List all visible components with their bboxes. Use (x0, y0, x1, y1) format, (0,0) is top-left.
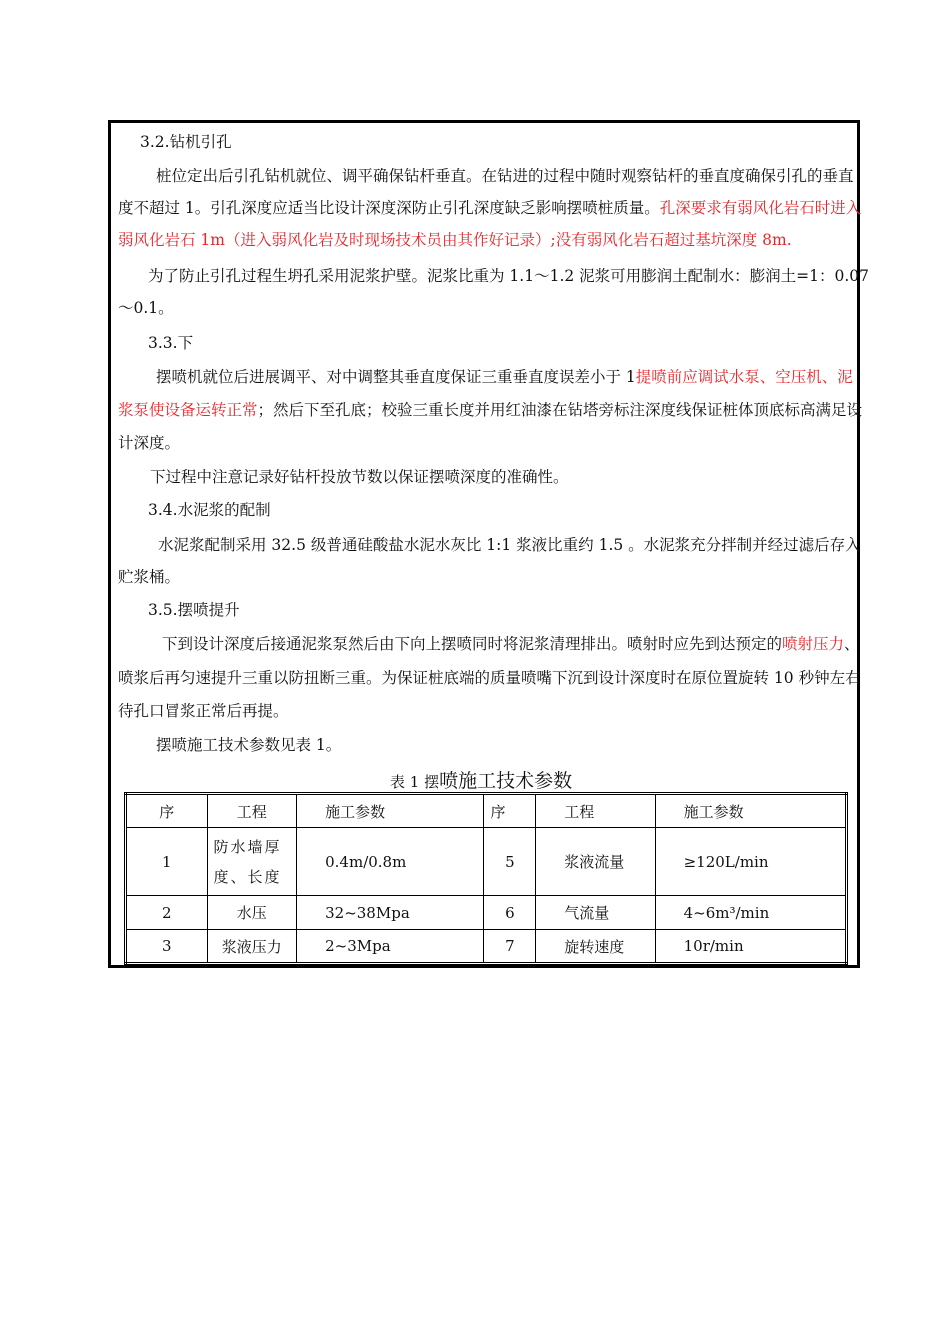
paragraph-line: 贮浆桶。 (118, 568, 181, 586)
table-cell: 防水墙厚度、长度 (207, 828, 297, 896)
paragraph-line: 待孔口冒浆正常后再提。 (118, 702, 289, 720)
table-cell: 2 (126, 896, 208, 930)
paragraph-line: 计深度。 (118, 434, 181, 452)
table-cell: 旋转速度 (536, 930, 655, 964)
paragraph-line: 水泥浆配制采用 32.5 级普通硅酸盐水泥水灰比 1:1 浆液比重约 1.5 。水泥浆充分拌制并经过滤后存入 (158, 536, 861, 554)
parameters-table (124, 792, 848, 965)
table-cell: 3 (126, 930, 208, 964)
table-row (126, 896, 847, 930)
paragraph-line: 弱风化岩石 1m（进入弱风化岩及时现场技术员由其作好记录）;没有弱风化岩石超过基坑深度 8m. (118, 231, 792, 249)
paragraph-line: 摆喷施工技术参数见表 1。 (156, 736, 342, 754)
heading-3-5: 3.5.摆喷提升 (148, 601, 240, 619)
heading-3-2: 3.2.钻机引孔 (140, 133, 232, 151)
table-row (126, 828, 847, 896)
table-header-cell: 工程 (207, 794, 297, 828)
table-cell: 1 (126, 828, 208, 896)
heading-3-3: 3.3.下 (148, 334, 194, 352)
table-cell: 4~6m³/min (655, 896, 846, 930)
table-caption: 表 1 摆喷施工技术参数 (390, 770, 573, 792)
table-cell: 5 (484, 828, 536, 896)
paragraph-line: 下过程中注意记录好钻杆投放节数以保证摆喷深度的准确性。 (150, 468, 569, 486)
table-cell: 10r/min (655, 930, 846, 964)
table-header-cell: 工程 (536, 794, 655, 828)
table-cell: 气流量 (536, 896, 655, 930)
paragraph-line: 桩位定出后引孔钻机就位、调平确保钻杆垂直。在钻进的过程中随时观察钻杆的垂直度确保引孔的垂直 (156, 167, 854, 185)
paragraph-line: 浆泵使设备运转正常；然后下至孔底；校验三重长度并用红油漆在钻塔旁标注深度线保证桩体顶底标高满足设 (118, 401, 863, 419)
table-header-cell: 序 (126, 794, 208, 828)
table-cell: 水压 (207, 896, 297, 930)
table-cell: 2~3Mpa (297, 930, 484, 964)
table-cell: 0.4m/0.8m (297, 828, 484, 896)
paragraph-line: 度不超过 1。引孔深度应适当比设计深度深防止引孔深度缺乏影响摆喷桩质量。孔深要求有弱风化岩石时进入 (118, 199, 862, 217)
table-header-cell: 序 (484, 794, 536, 828)
table-cell: 32~38Mpa (297, 896, 484, 930)
paragraph-line: 为了防止引孔过程生坍孔采用泥浆护壁。泥浆比重为 1.1～1.2 泥浆可用膨润土配制水：膨润土=1：0.07 (148, 267, 870, 285)
table-cell: 6 (484, 896, 536, 930)
table-header-cell: 施工参数 (655, 794, 846, 828)
table-cell: 7 (484, 930, 536, 964)
table-header-row (126, 794, 847, 828)
paragraph-line: 下到设计深度后接通泥浆泵然后由下向上摆喷同时将泥浆清理排出。喷射时应先到达预定的喷射压力、 (162, 635, 860, 653)
table-cell: ≥120L/min (655, 828, 846, 896)
paragraph-line: ～0.1。 (118, 299, 174, 317)
table-cell: 浆液压力 (207, 930, 297, 964)
table-header-cell: 施工参数 (297, 794, 484, 828)
table-cell: 浆液流量 (536, 828, 655, 896)
paragraph-line: 喷浆后再匀速提升三重以防扭断三重。为保证桩底端的质量喷嘴下沉到设计深度时在原位置旋转 10 秒钟左右 (118, 669, 861, 687)
table-row (126, 930, 847, 964)
paragraph-line: 摆喷机就位后进展调平、对中调整其垂直度保证三重垂直度误差小于 1提喷前应调试水泵、空压机、泥 (156, 368, 853, 386)
heading-3-4: 3.4.水泥浆的配制 (148, 501, 271, 519)
